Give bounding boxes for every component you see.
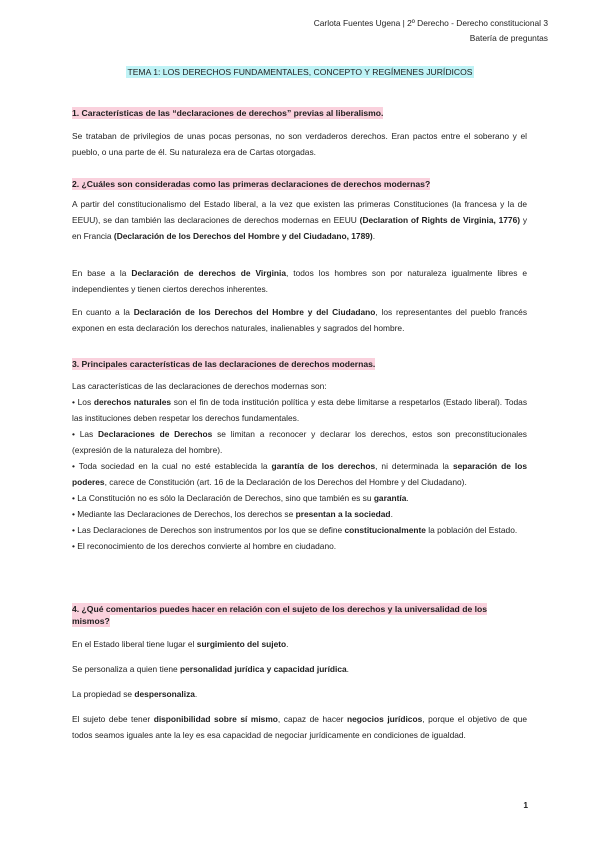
question-2: 2. ¿Cuáles son consideradas como las primeras declaraciones de derechos modernas?	[72, 179, 431, 189]
list-item: • Los derechos naturales son el fin de toda institución política y esta debe limitarse a respetarlos (Estado liberal). Todas las instituciones deben respetar los derechos fundamentales.	[72, 397, 528, 423]
question-3: 3. Principales características de las declaraciones de derechos modernas.	[72, 359, 376, 369]
answer-2-paragraph-3: En cuanto a la Declaración de los Derechos del Hombre y del Ciudadano, los representantes del pueblo francés exponen en esta declaración los derechos naturales, inalienables y sagrados del hombre.	[72, 307, 528, 333]
answer-4-paragraph-2: Se personaliza a quien tiene personalidad jurídica y capacidad jurídica.	[72, 664, 349, 674]
answer-2-paragraph-2: En base a la Declaración de derechos de Virginia, todos los hombres son por naturaleza igualmente libres e independientes y tienen ciertos derechos inherentes.	[72, 268, 528, 294]
answer-3-intro: Las características de las declaraciones de derechos modernas son:	[72, 381, 327, 391]
page-number: 1	[523, 800, 528, 810]
answer-4-paragraph-1: En el Estado liberal tiene lugar el surgimiento del sujeto.	[72, 639, 289, 649]
question-1: 1. Características de las “declaraciones de derechos” previas al liberalismo.	[72, 108, 384, 118]
list-item: • Mediante las Declaraciones de Derechos, los derechos se presentan a la sociedad.	[72, 509, 393, 519]
list-item: • Las Declaraciones de Derechos se limitan a reconocer y declarar los derechos, estos son preconstitucionales (expresión de la naturaleza del hombre).	[72, 429, 527, 455]
document-title	[0, 67, 600, 77]
answer-2-paragraph-1: A partir del constitucionalismo del Estado liberal, a la vez que existen las primeras Constituciones (la francesa y la de EEUU), se dan también las declaraciones de derechos modernas en EEUU (Declaration of Rights de Virginia, 1776) y en Francia (Declaración de los Derechos del Hombre y del Ciudadano, 1789).	[72, 199, 528, 241]
answer-1: Se trataban de privilegios de unas pocas personas, no son verdaderos derechos. Eran pactos entre el soberano y el pueblo, o una parte de él. Su naturaleza era de Cartas otorgadas.	[72, 131, 527, 157]
answer-3-list	[72, 378, 527, 554]
question-4: 4. ¿Qué comentarios puedes hacer en relación con el sujeto de los derechos y la universalidad de los mismos?	[72, 604, 488, 626]
header-subtitle: Batería de preguntas	[469, 33, 548, 43]
list-item: • Toda sociedad en la cual no esté establecida la garantía de los derechos, ni determinada la separación de los poderes, carece de Constitución (art. 16 de la Declaración de los Derechos del Hombre y del Ciudadano).	[72, 461, 528, 487]
page-header	[314, 16, 548, 46]
list-item: • Las Declaraciones de Derechos son instrumentos por los que se define constitucionalmente la población del Estado.	[72, 525, 518, 535]
document-title-text: TEMA 1: LOS DERECHOS FUNDAMENTALES, CONCEPTO Y REGÍMENES JURÍDICOS	[127, 67, 473, 77]
list-item: • La Constitución no es sólo la Declaración de Derechos, sino que también es su garantía.	[72, 493, 409, 503]
answer-4-paragraph-4: El sujeto debe tener disponibilidad sobre sí mismo, capaz de hacer negocios jurídicos, porque el objetivo de que todos seamos iguales ante la ley es esa capacidad de negociar jurídicamente en condiciones de igualdad.	[72, 714, 528, 740]
list-item: • El reconocimiento de los derechos convierte al hombre en ciudadano.	[72, 541, 337, 551]
header-author-line: Carlota Fuentes Ugena | 2º Derecho - Derecho constitucional 3	[313, 18, 548, 28]
answer-4-paragraph-3: La propiedad se despersonaliza.	[72, 689, 198, 699]
